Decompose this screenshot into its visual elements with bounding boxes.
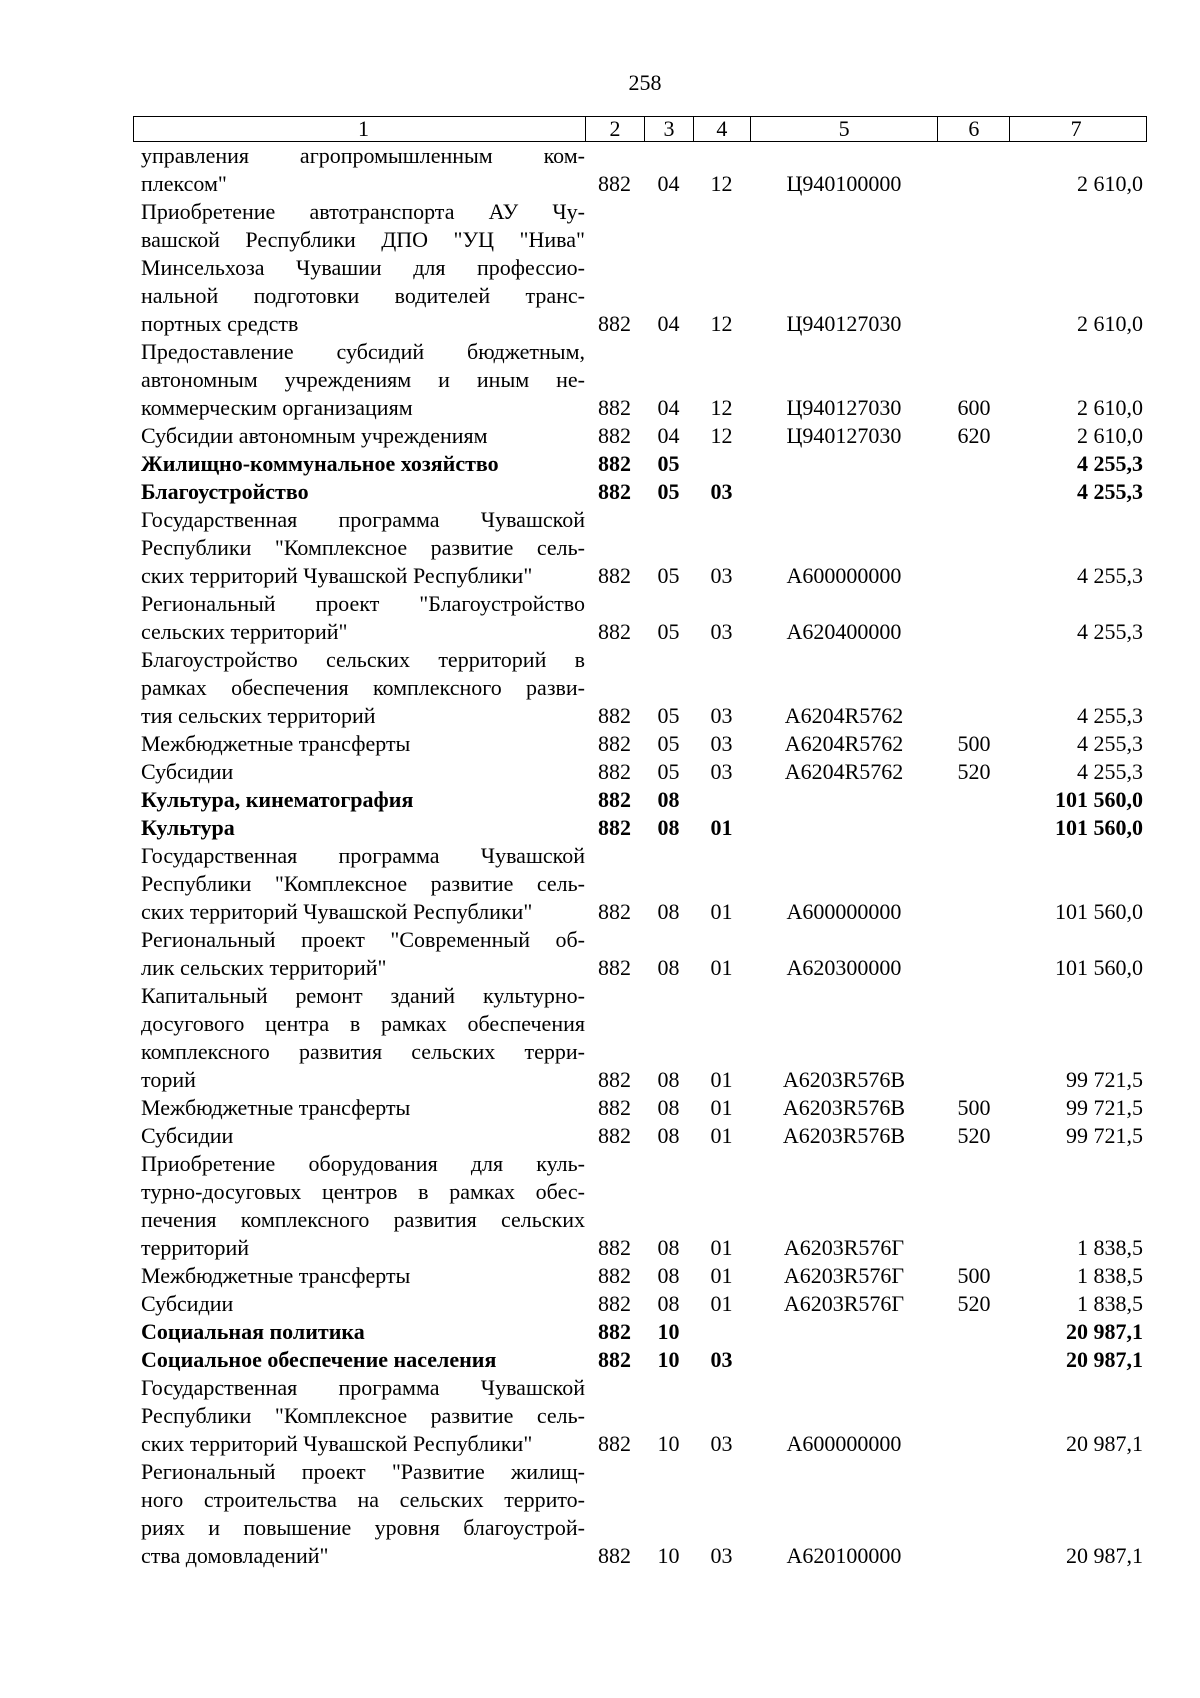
table-row xyxy=(133,1094,1147,1122)
row-name-cell xyxy=(133,842,585,926)
row-name-cell xyxy=(133,590,585,646)
row-cell-c2: 882 xyxy=(598,479,631,504)
row-cell-c5: А6204R5762 xyxy=(784,703,904,728)
header-cell: 1 xyxy=(358,116,370,141)
row-name-line: ного строительства на сельских террито- xyxy=(141,1487,585,1512)
row-cell-c3: 08 xyxy=(657,1067,680,1092)
table-row xyxy=(133,506,1147,590)
row-cell-c7: 1 838,5 xyxy=(1077,1263,1143,1288)
row-cell-c2: 882 xyxy=(598,1347,631,1372)
row-name-line: печения комплексного развития сельских xyxy=(141,1207,585,1232)
row-cell-c3: 05 xyxy=(657,479,680,504)
row-cell-c6: 520 xyxy=(957,1123,991,1148)
row-name-line: комплексного развития сельских терри- xyxy=(141,1039,585,1064)
row-name-line: Региональный проект "Благоустройство xyxy=(141,591,585,616)
row-name-line: Приобретение оборудования для куль- xyxy=(141,1151,585,1176)
page-number: 258 xyxy=(628,70,662,95)
row-cell-c3: 05 xyxy=(657,759,680,784)
row-name-line: Социальная политика xyxy=(141,1319,365,1344)
row-name-cell xyxy=(133,1262,585,1290)
row-cell-c2: 882 xyxy=(598,787,631,812)
row-cell-c3: 08 xyxy=(657,1123,680,1148)
row-name-line: ских территорий Чувашской Республики" xyxy=(141,899,533,924)
row-name-line: ских территорий Чувашской Республики" xyxy=(141,1431,533,1456)
row-name-cell xyxy=(133,1458,585,1570)
row-cell-c3: 05 xyxy=(657,703,680,728)
row-cell-c5: А6204R5762 xyxy=(784,759,904,784)
row-name-line: Межбюджетные трансферты xyxy=(141,1263,411,1288)
row-name-line: Субсидии автономным учреждениям xyxy=(141,423,488,448)
row-name-line: автономным учреждениям и иным не- xyxy=(141,367,585,392)
row-name-line: Субсидии xyxy=(141,1123,234,1148)
row-name-cell xyxy=(133,982,585,1094)
row-name-line: вашской Республики ДПО "УЦ "Нива" xyxy=(141,227,585,252)
row-cell-c7: 4 255,3 xyxy=(1077,759,1143,784)
table-header xyxy=(133,116,1147,142)
row-cell-c2: 882 xyxy=(598,1095,631,1120)
table-row xyxy=(133,590,1147,646)
row-cell-c4: 01 xyxy=(710,1263,733,1288)
row-cell-c4: 03 xyxy=(710,759,733,784)
row-cell-c4: 01 xyxy=(710,899,733,924)
row-cell-c2: 882 xyxy=(598,1235,631,1260)
row-cell-c6: 620 xyxy=(957,423,991,448)
row-cell-c5: А600000000 xyxy=(786,899,902,924)
row-name-line: Государственная программа Чувашской xyxy=(141,1375,585,1400)
row-name-cell xyxy=(133,142,585,198)
row-cell-c4: 01 xyxy=(710,1123,733,1148)
row-name-cell xyxy=(133,646,585,730)
row-name-cell xyxy=(133,1122,585,1150)
row-cell-c5: А6203R576В xyxy=(782,1067,906,1092)
row-name-line: Жилищно-коммунальное хозяйство xyxy=(141,451,499,476)
row-cell-c2: 882 xyxy=(598,451,631,476)
row-cell-c2: 882 xyxy=(598,423,631,448)
row-name-cell xyxy=(133,422,585,450)
row-cell-c5: А620300000 xyxy=(786,955,902,980)
row-cell-c3: 08 xyxy=(657,787,680,812)
row-cell-c7: 4 255,3 xyxy=(1077,563,1143,588)
row-name-line: Предоставление субсидий бюджетным, xyxy=(141,339,585,364)
row-cell-c2: 882 xyxy=(598,955,631,980)
row-cell-c5: Ц940100000 xyxy=(786,171,902,196)
row-cell-c3: 05 xyxy=(657,731,680,756)
table-row xyxy=(133,422,1147,450)
row-cell-c5: Ц940127030 xyxy=(786,311,902,336)
row-cell-c2: 882 xyxy=(598,1291,631,1316)
table-row xyxy=(133,926,1147,982)
row-cell-c2: 882 xyxy=(598,731,631,756)
row-cell-c4: 03 xyxy=(710,479,733,504)
table-row xyxy=(133,758,1147,786)
row-cell-c3: 08 xyxy=(657,899,680,924)
row-cell-c6: 520 xyxy=(957,759,991,784)
row-name-line: Культура, кинематография xyxy=(141,787,414,812)
row-name-line: тия сельских территорий xyxy=(141,703,376,728)
row-cell-c5: А6204R5762 xyxy=(784,731,904,756)
row-cell-c7: 4 255,3 xyxy=(1077,619,1143,644)
row-cell-c4: 03 xyxy=(710,1543,733,1568)
row-cell-c5: А620400000 xyxy=(786,619,902,644)
table-row xyxy=(133,646,1147,730)
row-name-cell xyxy=(133,338,585,422)
row-cell-c4: 03 xyxy=(710,619,733,644)
row-name-cell xyxy=(133,758,585,786)
row-cell-c3: 05 xyxy=(657,563,680,588)
table-row xyxy=(133,842,1147,926)
table-row xyxy=(133,1262,1147,1290)
row-name-line: территорий xyxy=(141,1235,250,1260)
table-row xyxy=(133,1290,1147,1318)
row-cell-c7: 101 560,0 xyxy=(1055,815,1143,840)
row-name-line: сельских территорий" xyxy=(141,619,348,644)
row-name-line: портных средств xyxy=(141,311,299,336)
table-row xyxy=(133,982,1147,1094)
header-cell: 5 xyxy=(750,117,938,141)
row-cell-c7: 4 255,3 xyxy=(1077,451,1143,476)
row-cell-c7: 1 838,5 xyxy=(1077,1235,1143,1260)
row-cell-c3: 10 xyxy=(657,1431,680,1456)
table-row xyxy=(133,478,1147,506)
row-cell-c2: 882 xyxy=(598,563,631,588)
row-name-line: Благоустройство xyxy=(141,479,309,504)
row-name-cell xyxy=(133,198,585,338)
table-row xyxy=(133,814,1147,842)
row-name-line: Минсельхоза Чувашии для профессио- xyxy=(141,255,585,280)
row-cell-c5: Ц940127030 xyxy=(786,423,902,448)
row-name-line: торий xyxy=(141,1067,196,1092)
row-name-cell xyxy=(133,1318,585,1346)
row-cell-c3: 04 xyxy=(657,171,680,196)
row-cell-c5: А600000000 xyxy=(786,1431,902,1456)
row-cell-c3: 10 xyxy=(657,1347,680,1372)
row-cell-c3: 08 xyxy=(657,1235,680,1260)
row-cell-c4: 01 xyxy=(710,1291,733,1316)
row-cell-c7: 2 610,0 xyxy=(1077,395,1143,420)
row-cell-c7: 2 610,0 xyxy=(1077,171,1143,196)
row-cell-c4: 01 xyxy=(710,1095,733,1120)
table-row xyxy=(133,1122,1147,1150)
row-cell-c3: 10 xyxy=(657,1543,680,1568)
row-cell-c4: 12 xyxy=(710,311,733,336)
table-row xyxy=(133,142,1147,198)
row-name-cell xyxy=(133,814,585,842)
row-cell-c7: 4 255,3 xyxy=(1077,479,1143,504)
row-cell-c2: 882 xyxy=(598,703,631,728)
row-name-line: Приобретение автотранспорта АУ Чу- xyxy=(141,199,585,224)
row-name-line: плексом" xyxy=(141,171,227,196)
row-cell-c7: 20 987,1 xyxy=(1066,1319,1143,1344)
row-name-cell xyxy=(133,1374,585,1458)
row-cell-c7: 2 610,0 xyxy=(1077,311,1143,336)
row-name-cell xyxy=(133,786,585,814)
row-cell-c3: 05 xyxy=(657,619,680,644)
row-cell-c6: 600 xyxy=(957,395,991,420)
row-cell-c6: 520 xyxy=(957,1291,991,1316)
row-name-line: риях и повышение уровня благоустрой- xyxy=(141,1515,585,1540)
row-cell-c5: А600000000 xyxy=(786,563,902,588)
row-cell-c2: 882 xyxy=(598,899,631,924)
header-cell: 6 xyxy=(937,117,1009,141)
header-cell: 4 xyxy=(693,117,750,141)
table-body xyxy=(133,142,1147,1570)
row-cell-c4: 03 xyxy=(710,563,733,588)
row-cell-c2: 882 xyxy=(598,311,631,336)
row-name-line: ских территорий Чувашской Республики" xyxy=(141,563,533,588)
row-cell-c2: 882 xyxy=(598,759,631,784)
row-name-line: Республики "Комплексное развитие сель- xyxy=(141,1403,585,1428)
row-cell-c3: 08 xyxy=(657,955,680,980)
table-row xyxy=(133,338,1147,422)
table-row xyxy=(133,1150,1147,1262)
row-cell-c7: 1 838,5 xyxy=(1077,1291,1143,1316)
row-cell-c3: 04 xyxy=(657,311,680,336)
row-cell-c7: 101 560,0 xyxy=(1055,899,1143,924)
row-cell-c2: 882 xyxy=(598,1123,631,1148)
row-cell-c5: А6203R576Г xyxy=(783,1291,905,1316)
row-cell-c7: 101 560,0 xyxy=(1055,955,1143,980)
row-cell-c5: Ц940127030 xyxy=(786,395,902,420)
row-name-line: Капитальный ремонт зданий культурно- xyxy=(141,983,585,1008)
row-cell-c4: 03 xyxy=(710,1347,733,1372)
row-name-line: Региональный проект "Развитие жилищ- xyxy=(141,1459,585,1484)
row-name-line: управления агропромышленным ком- xyxy=(141,143,585,168)
row-cell-c5: А6203R576Г xyxy=(783,1263,905,1288)
table-row xyxy=(133,730,1147,758)
row-name-cell xyxy=(133,926,585,982)
header-cell: 3 xyxy=(644,117,693,141)
table-row xyxy=(133,1346,1147,1374)
row-cell-c4: 12 xyxy=(710,423,733,448)
row-cell-c2: 882 xyxy=(598,1543,631,1568)
row-name-cell xyxy=(133,730,585,758)
row-cell-c7: 20 987,1 xyxy=(1066,1543,1143,1568)
row-cell-c2: 882 xyxy=(598,815,631,840)
row-cell-c7: 20 987,1 xyxy=(1066,1431,1143,1456)
row-cell-c3: 08 xyxy=(657,1263,680,1288)
row-cell-c4: 03 xyxy=(710,731,733,756)
table-row xyxy=(133,198,1147,338)
row-name-line: Субсидии xyxy=(141,759,234,784)
row-name-cell xyxy=(133,478,585,506)
row-cell-c2: 882 xyxy=(598,171,631,196)
row-cell-c5: А6203R576В xyxy=(782,1095,906,1120)
row-cell-c2: 882 xyxy=(598,619,631,644)
row-name-line: лик сельских территорий" xyxy=(141,955,387,980)
row-cell-c3: 10 xyxy=(657,1319,680,1344)
row-cell-c7: 101 560,0 xyxy=(1055,787,1143,812)
row-cell-c4: 01 xyxy=(710,1235,733,1260)
row-name-line: досугового центра в рамках обеспечения xyxy=(141,1011,585,1036)
table-row xyxy=(133,786,1147,814)
row-name-cell xyxy=(133,506,585,590)
row-cell-c5: А6203R576В xyxy=(782,1123,906,1148)
row-cell-c7: 4 255,3 xyxy=(1077,731,1143,756)
table-row xyxy=(133,1374,1147,1458)
row-cell-c5: А620100000 xyxy=(786,1543,902,1568)
row-cell-c2: 882 xyxy=(598,1263,631,1288)
row-cell-c4: 03 xyxy=(710,703,733,728)
row-name-line: Межбюджетные трансферты xyxy=(141,731,411,756)
row-cell-c2: 882 xyxy=(598,395,631,420)
row-cell-c3: 04 xyxy=(657,423,680,448)
row-cell-c4: 12 xyxy=(710,395,733,420)
header-cell: 2 xyxy=(585,117,644,141)
row-name-line: Социальное обеспечение населения xyxy=(141,1347,497,1372)
row-cell-c3: 05 xyxy=(657,451,680,476)
row-name-cell xyxy=(133,1290,585,1318)
row-name-line: Государственная программа Чувашской xyxy=(141,843,585,868)
row-cell-c6: 500 xyxy=(957,731,991,756)
row-name-line: Межбюджетные трансферты xyxy=(141,1095,411,1120)
row-name-line: ства домовладений" xyxy=(141,1543,329,1568)
row-cell-c7: 4 255,3 xyxy=(1077,703,1143,728)
row-name-line: коммерческим организациям xyxy=(141,395,413,420)
row-cell-c4: 01 xyxy=(710,1067,733,1092)
row-name-cell xyxy=(133,450,585,478)
row-cell-c7: 20 987,1 xyxy=(1066,1347,1143,1372)
row-cell-c6: 500 xyxy=(957,1095,991,1120)
row-name-line: рамках обеспечения комплексного разви- xyxy=(141,675,585,700)
row-name-line: Государственная программа Чувашской xyxy=(141,507,585,532)
row-cell-c3: 08 xyxy=(657,1095,680,1120)
row-cell-c7: 99 721,5 xyxy=(1066,1067,1143,1092)
table-row xyxy=(133,1318,1147,1346)
row-cell-c2: 882 xyxy=(598,1319,631,1344)
row-name-cell xyxy=(133,1346,585,1374)
row-cell-c3: 04 xyxy=(657,395,680,420)
row-name-line: нальной подготовки водителей транс- xyxy=(141,283,585,308)
row-name-line: турно-досуговых центров в рамках обес- xyxy=(141,1179,585,1204)
row-name-cell xyxy=(133,1094,585,1122)
row-name-line: Региональный проект "Современный об- xyxy=(141,927,585,952)
row-name-line: Республики "Комплексное развитие сель- xyxy=(141,871,585,896)
table-row xyxy=(133,450,1147,478)
row-name-cell xyxy=(133,1150,585,1262)
row-cell-c4: 01 xyxy=(710,955,733,980)
row-cell-c7: 99 721,5 xyxy=(1066,1095,1143,1120)
row-cell-c3: 08 xyxy=(657,815,680,840)
row-cell-c3: 08 xyxy=(657,1291,680,1316)
header-cell: 7 xyxy=(1009,117,1146,141)
row-name-line: Субсидии xyxy=(141,1291,234,1316)
row-cell-c7: 99 721,5 xyxy=(1066,1123,1143,1148)
table-row xyxy=(133,1458,1147,1570)
row-cell-c2: 882 xyxy=(598,1431,631,1456)
row-cell-c6: 500 xyxy=(957,1263,991,1288)
row-cell-c5: А6203R576Г xyxy=(783,1235,905,1260)
row-cell-c2: 882 xyxy=(598,1067,631,1092)
row-cell-c4: 03 xyxy=(710,1431,733,1456)
row-cell-c4: 12 xyxy=(710,171,733,196)
row-name-line: Благоустройство сельских территорий в xyxy=(141,647,585,672)
row-name-line: Республики "Комплексное развитие сель- xyxy=(141,535,585,560)
row-cell-c4: 01 xyxy=(710,815,733,840)
row-name-line: Культура xyxy=(141,815,235,840)
row-cell-c7: 2 610,0 xyxy=(1077,423,1143,448)
